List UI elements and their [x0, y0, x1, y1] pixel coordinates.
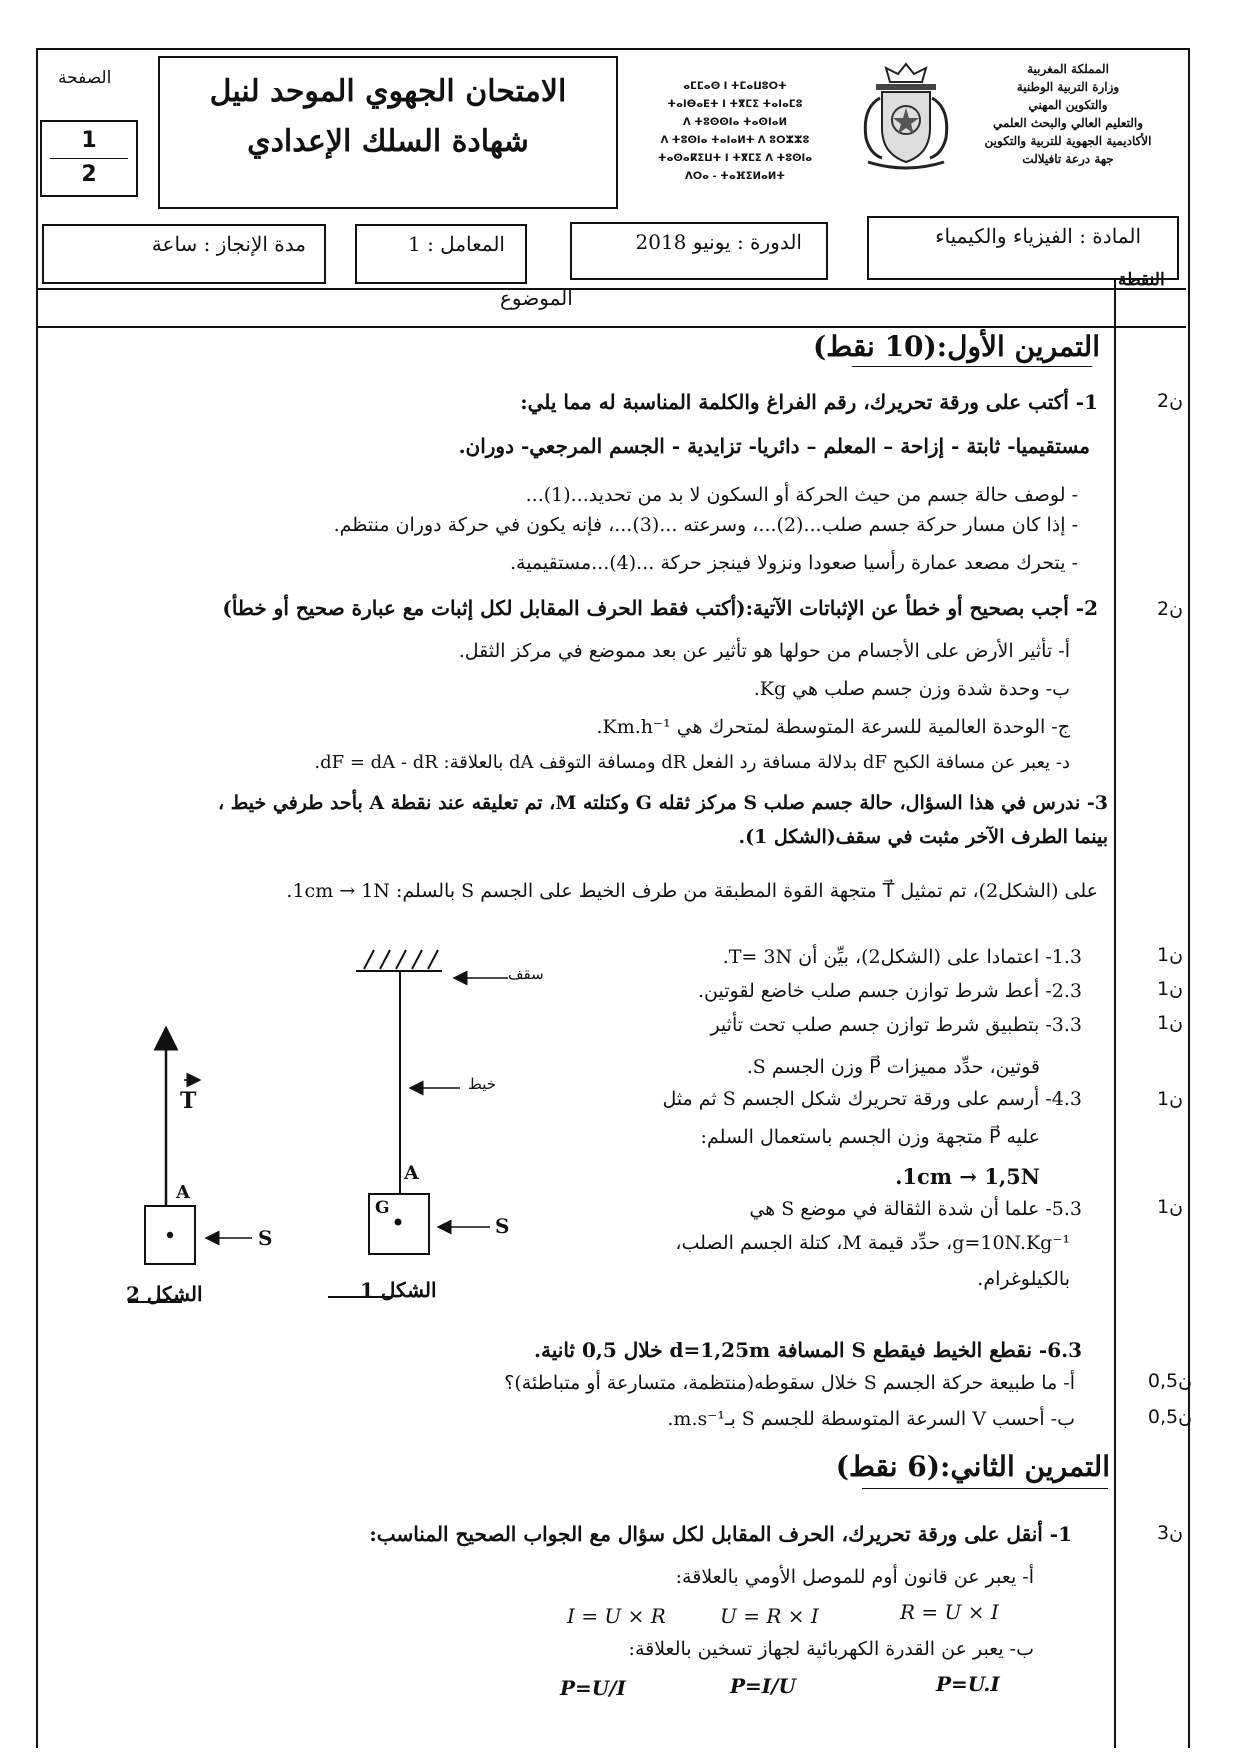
grade-point: 0,5ن — [1147, 1370, 1193, 1392]
power-option: P=U.I — [936, 1672, 1000, 1696]
q2-item: ب- وحدة شدة وزن جسم صلب هي Kg. — [753, 678, 1070, 700]
q2-item: أ- تأثير الأرض على الأجسام من حولها هو تأثير عن بعد مموضع في مركز الثقل. — [458, 640, 1070, 662]
q3-text: 3- ندرس في هذا السؤال، حالة جسم صلب S مركز ثقله G وكتلته M، تم تعليقه عند نقطة A بأحد طرفي خيط ، — [217, 792, 1108, 814]
exercise1-title: التمرين الأول:(10 نقط) — [813, 330, 1100, 363]
sub-question: 3.3- بتطبيق شرط توازن جسم صلب تحت تأثير — [710, 1014, 1082, 1036]
ex2-q1-text: 1- أنقل على ورقة تحريرك، الحرف المقابل لكل سؤال مع الجواب الصحيح المناسب: — [369, 1522, 1072, 1546]
exam-title-line2: شهادة السلك الإعدادي — [247, 124, 529, 159]
grade-point: 3ن — [1156, 1522, 1184, 1544]
sub-question: 2.3- أعط شرط توازن جسم صلب خاضع لقوتين. — [698, 980, 1082, 1002]
page-number: 1 — [81, 128, 97, 153]
coefficient-text: المعامل : 1 — [407, 232, 505, 256]
figures-diagram — [120, 940, 540, 1320]
subject-text: المادة : الفيزياء والكيمياء — [935, 224, 1141, 248]
exercise2-title: التمرين الثاني:(6 نقط) — [835, 1450, 1110, 1483]
point-a-fig2: A — [176, 1182, 190, 1203]
grade-point: 0,5ن — [1147, 1406, 1193, 1428]
point-a-fig1: A — [404, 1162, 419, 1184]
fig2-caption: الشكل 2 — [126, 1282, 203, 1306]
grade-point: 1ن — [1156, 1012, 1184, 1034]
sub-question: 5.3- علما أن شدة الثقالة في موضع S هي — [749, 1198, 1082, 1220]
q1-item: - لوصف حالة جسم من حيث الحركة أو السكون لا بد من تحديد...(1)... — [525, 484, 1078, 506]
grade-point: 1ن — [1156, 944, 1184, 966]
sub-question: 1.3- اعتمادا على (الشكل2)، بيِّن أن T= 3N. — [722, 946, 1082, 968]
q3-scale-text: على (الشكل2)، تم تمثيل T⃗ متجهة القوة المطبقة من طرف الخيط على الجسم S بالسلم: 1cm → 1N. — [286, 880, 1098, 902]
ministry-block: المملكة المغربية وزارة التربية الوطنية والتكوين المهني والتعليم العالي والبحث العلمي الأكاديمية الجهوية للتربية والتكوين جهة درعة تافيلالت — [984, 62, 1152, 166]
body-s-fig2: S — [258, 1226, 273, 1250]
grade-point: 1ن — [1156, 1088, 1184, 1110]
exam-title-line1: الامتحان الجهوي الموحد لنيل — [209, 74, 567, 109]
tifinagh-block: ⴰⵎⵎⴰⵙ ⵏ ⵜⵎⴰⵡⵓⵔⵜ ⵜⴰⵏⴱⴰⴹⵜ ⵏ ⵜⴳⵎⵉ ⵜⴰⵏⴰⵎⵓ ⴷ ⵜⵓⵙⵙⵏⴰ ⵜⴰⵙⵏⴰⵍ ⴷ ⵜⵓⵙⵏⴰ ⵜⴰⵏⴰⵍⵜ ⴷ ⵓⵔⵣⵣⵓ ⵜⴰⵙⴰⴽⵉⵡⵜ ⵏ ⵜⴳⵎⵉ ⴷ ⵜⵓⵙⵏⴰ ⴷⵔⴰ - ⵜⴰⴼⵉⵍⴰⵍⵜ — [657, 81, 813, 182]
q6a-text: أ- ما طبيعة حركة الجسم S خلال سقوطه(منتظمة، متسارعة أو متباطئة)؟ — [504, 1372, 1075, 1394]
q6b-text: ب- أحسب V السرعة المتوسطة للجسم S بـm.s⁻¹. — [667, 1408, 1075, 1430]
q2-item: د- يعبر عن مسافة الكبح dF بدلالة مسافة رد الفعل dR ومسافة التوقف dA بالعلاقة: dF = dA - dR. — [314, 752, 1070, 773]
sub-question: 4.3- أرسم على ورقة تحريرك شكل الجسم S ثم مثل — [662, 1088, 1082, 1110]
topic-label: الموضوع — [500, 286, 573, 310]
page-number-label: الصفحة — [58, 68, 112, 88]
sub-question: قوتين، حدِّد مميزات P⃗ وزن الجسم S. — [746, 1056, 1040, 1078]
page-total: 2 — [81, 162, 97, 187]
ceiling-label: سقف — [508, 965, 544, 983]
sub-question: بالكيلوغرام. — [977, 1268, 1070, 1290]
fig1-caption: الشكل 1 — [360, 1278, 437, 1302]
power-option: P=I/U — [730, 1674, 796, 1698]
q3-text: بينما الطرف الآخر مثبت في سقف(الشكل 1). — [738, 826, 1108, 848]
grade-point: 1ن — [1156, 978, 1184, 1000]
body-s-fig1: S — [495, 1214, 510, 1238]
ceiling-hatch — [356, 950, 442, 971]
q1-item: - إذا كان مسار حركة جسم صلب...(2)...، وسرعته ...(3)...، فإنه يكون في حركة دوران منتظم. — [333, 514, 1078, 536]
sub-question: عليه P⃗ متجهة وزن الجسم باستعمال السلم: — [700, 1126, 1040, 1148]
power-option: P=U/I — [560, 1676, 626, 1700]
thread-label: خيط — [468, 1075, 497, 1093]
center-g-label: G — [375, 1198, 390, 1218]
ohm-option: U = R × I — [720, 1604, 819, 1628]
sub-question: 1cm → 1,5N. — [895, 1164, 1040, 1189]
q1-text: 1- أكتب على ورقة تحريرك، رقم الفراغ والكلمة المناسبة له مما يلي: — [520, 390, 1098, 414]
grade-point: 2ن — [1156, 598, 1184, 620]
grade-point: 2ن — [1156, 390, 1184, 412]
q2-item: ج- الوحدة العالمية للسرعة المتوسطة لمتحرك هي Km.h⁻¹. — [596, 716, 1070, 738]
ex2-qa-text: أ- يعبر عن قانون أوم للموصل الأومي بالعلاقة: — [675, 1566, 1034, 1588]
grade-point: 1ن — [1156, 1196, 1184, 1218]
duration-text: مدة الإنجاز : ساعة — [151, 232, 306, 256]
sub-question: g=10N.Kg⁻¹، حدِّد قيمة M، كتلة الجسم الصلب، — [675, 1232, 1070, 1254]
q1-word-bank: مستقيميا- ثابتة - إزاحة – المعلم – دائريا- تزايدية - الجسم المرجعي- دوران. — [458, 434, 1090, 458]
tension-label: T — [180, 1088, 197, 1114]
ohm-option: R = U × I — [900, 1600, 999, 1624]
ohm-option: I = U × R — [567, 1604, 666, 1628]
q2-text: 2- أجب بصحيح أو خطأ عن الإثباتات الآتية:(أكتب فقط الحرف المقابل لكل إثبات مع عبارة صحيح أو خطأ) — [222, 596, 1098, 620]
q6-text: 6.3- نقطع الخيط فيقطع S المسافة d=1,25m خلال 0,5 ثانية. — [534, 1338, 1082, 1362]
session-text: الدورة : يونيو 2018 — [635, 230, 802, 254]
grade-column-label: النقطة — [1118, 270, 1165, 290]
q1-item: - يتحرك مصعد عمارة رأسيا صعودا ونزولا فينجز حركة ...(4)...مستقيمية. — [509, 552, 1078, 574]
ex2-qb-text: ب- يعبر عن القدرة الكهربائية لجهاز تسخين بالعلاقة: — [628, 1638, 1034, 1660]
